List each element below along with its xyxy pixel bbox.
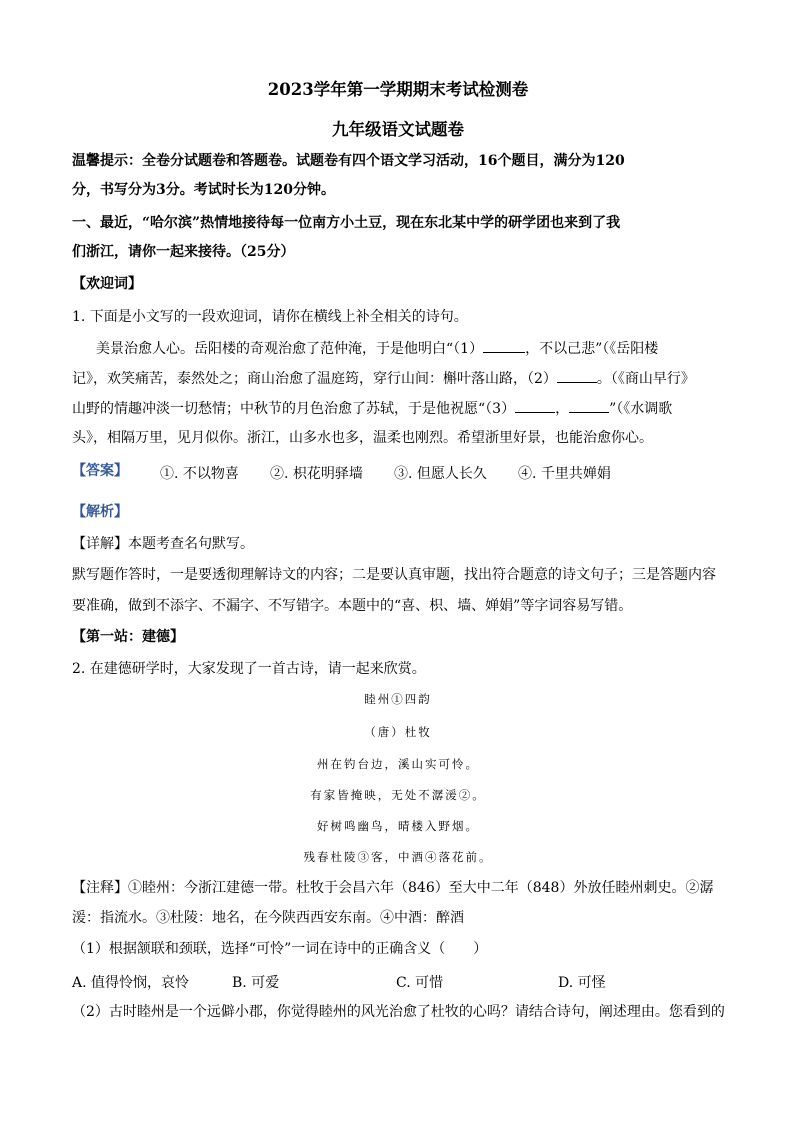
exam-subtitle: 九年级语文试题卷: [332, 120, 464, 139]
blank-2: [557, 368, 597, 383]
question-2: 2. 在建德研学时，大家发现了一首古诗，请一起来欣赏。: [72, 661, 426, 677]
welcome-paragraph-line-3: [72, 398, 672, 419]
answer-label: 【答案】: [72, 463, 128, 479]
station-1-label: 【第一站：建德】: [72, 629, 184, 645]
welcome-paragraph-line-2: [72, 368, 695, 389]
question-1: 1. 下面是小文写的一段欢迎词，请你在横线上补全相关的诗句。: [72, 309, 468, 325]
answer-item: ③. 但愿人长久: [394, 466, 487, 482]
option-a: A. 值得怜悯，哀怜: [72, 975, 190, 991]
option-c: C. 可惜: [396, 975, 444, 991]
analysis-paragraph-line-2: 要准确，做到不添字、不漏字、不写错字。本题中的“喜、枳、墙、婵娟”等字词容易写错。: [72, 598, 633, 614]
poem-line: 有家皆掩映，无处不潺湲②。: [310, 788, 486, 802]
option-b: B. 可爱: [232, 975, 280, 991]
blank-4: [569, 398, 609, 413]
poem-author: （唐）杜牧: [364, 725, 432, 739]
poem-line: 残春杜陵③客，中酒④落花前。: [303, 850, 493, 864]
poem-line: 州在钓台边，溪山实可怜。: [317, 757, 479, 771]
welcome-text: 山野的情趣冲淡一切愁情；中秋节的月色治愈了苏轼，于是他祝愿“（3）: [72, 401, 516, 417]
blank-1: [483, 338, 525, 353]
welcome-text: ”（《水调歌: [609, 401, 673, 417]
poem-line: 好树鸣幽鸟，晴楼入野烟。: [317, 819, 479, 833]
exam-title: 2023学年第一学期期末考试检测卷: [267, 80, 529, 99]
welcome-label: 【欢迎词】: [72, 276, 142, 292]
analysis-label: 【解析】: [72, 504, 128, 520]
welcome-text: 美景治愈人心。岳阳楼的奇观治愈了范仲淹，于是他明白“（1）: [96, 341, 484, 357]
question-2-1: （1）根据颔联和颈联，选择“可怜”一词在诗中的正确含义（ ）: [72, 941, 488, 957]
analysis-paragraph-line-1: 默写题作答时，一是要透彻理解诗文的内容；二是要认真审题，找出符合题意的诗文句子；三是答题内容: [72, 567, 716, 583]
poem-title: 睦州①四韵: [364, 692, 432, 706]
notes-line-1: 【注释】①睦州：今浙江建德一带。杜牧于会昌六年（846）至大中二年（848）外放任睦州刺史。②潺: [72, 880, 714, 896]
blank-3: [515, 398, 555, 413]
answer-1-row: [72, 461, 128, 481]
section1-heading-line-2: 们浙江，请你一起来接待。（25分）: [72, 244, 295, 260]
question-2-2: （2）古时睦州是一个远僻小郡，你觉得睦州的风光治愈了杜牧的心吗？请结合诗句，阐述理由。您看到的: [72, 1004, 725, 1020]
notice-line-2: 分，书写分为3分。考试时长为120分钟。: [72, 182, 335, 198]
answer-item: ①. 不以物喜: [160, 466, 239, 482]
option-d: D. 可怪: [558, 975, 606, 991]
answer-item: ④. 千里共婵娟: [518, 466, 611, 482]
analysis-label-row: [72, 502, 128, 522]
answer-item: ②. 枳花明驿墙: [270, 466, 363, 482]
welcome-text: 记》，欢笑痛苦，泰然处之；商山治愈了温庭筠，穿行山间：槲叶落山路，（2）: [72, 371, 557, 387]
notes-line-2: 湲：指流水。③杜陵：地名，在今陕西西安东南。④中酒：醉酒: [72, 910, 464, 926]
analysis-detail: 【详解】本题考查名句默写。: [72, 536, 254, 552]
welcome-text: 。（《商山早行》: [596, 371, 695, 387]
notice-line-1: 温馨提示：全卷分试题卷和答题卷。试题卷有四个语文学习活动，16个题目，满分为120: [72, 153, 625, 169]
welcome-paragraph-line-1: [96, 338, 658, 359]
welcome-paragraph-line-4: 头》，相隔万里，见月似你。浙江，山多水也多，温柔也刚烈。希望浙里好景，也能治愈你心。: [72, 430, 653, 446]
welcome-text: ，: [555, 401, 570, 417]
section1-heading-line-1: 一、最近，“哈尔滨”热情地接待每一位南方小土豆，现在东北某中学的研学团也来到了我: [72, 215, 621, 231]
welcome-text: ，不以己悲”（《岳阳楼: [525, 341, 659, 357]
